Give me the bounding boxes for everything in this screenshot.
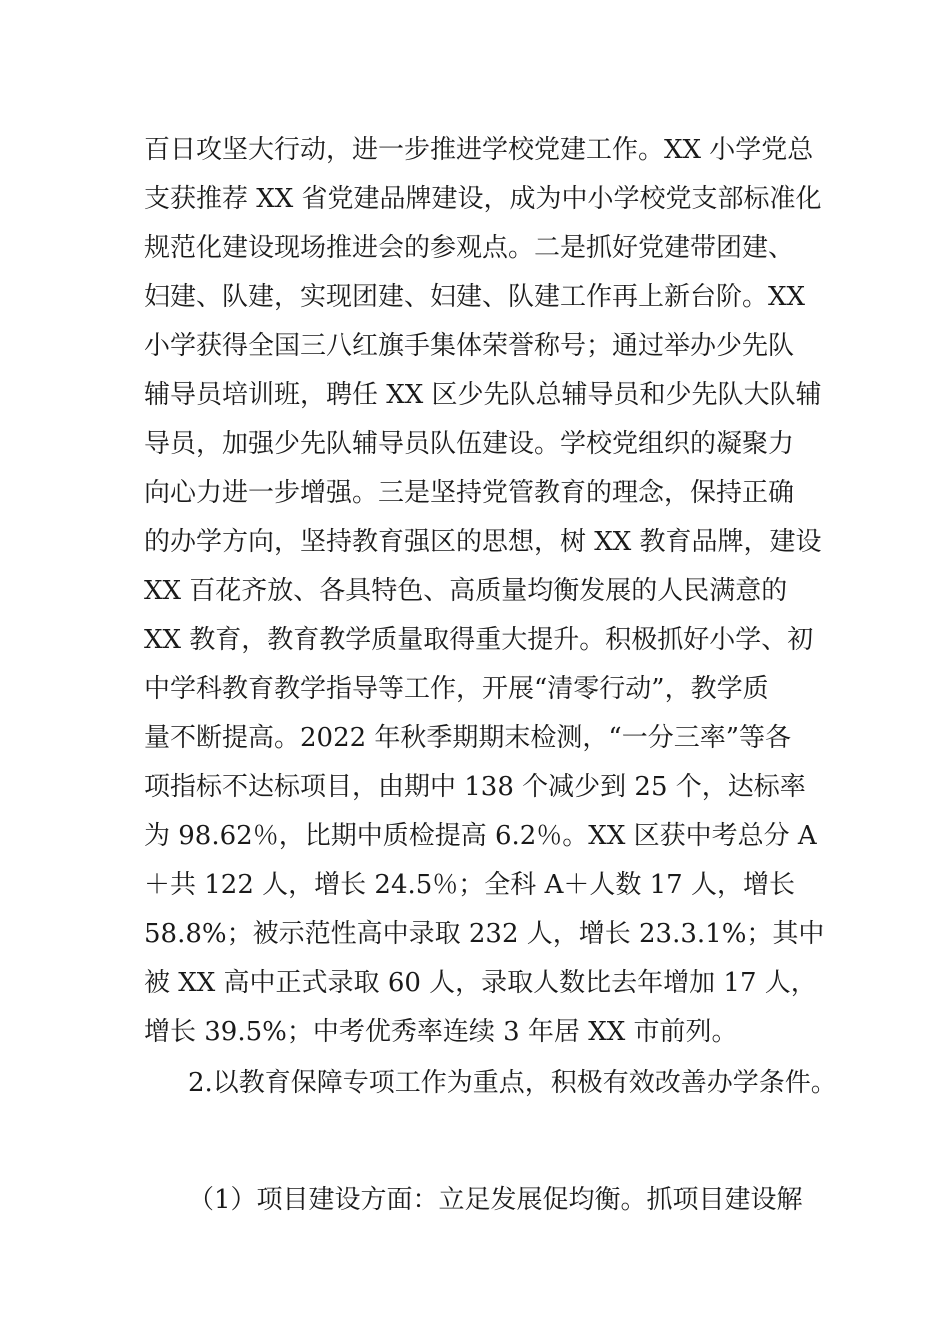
body-line: ＋共 122 人，增长 24.5％；全科 A＋人数 17 人，增长: [144, 870, 795, 900]
body-line: 项指标不达标项目，由期中 138 个减少到 25 个，达标率: [144, 772, 806, 802]
body-line: 百日攻坚大行动，进一步推进学校党建工作。XX 小学党总: [144, 135, 814, 165]
body-line: 向心力进一步增强。三是坚持党管教育的理念，保持正确: [144, 478, 795, 508]
body-line: XX 百花齐放、各具特色、高质量均衡发展的人民满意的: [144, 576, 788, 606]
body-line: 增长 39.5%；中考优秀率连续 3 年居 XX 市前列。: [144, 1017, 738, 1047]
section-heading: 2.以教育保障专项工作为重点，积极有效改善办学条件。: [188, 1068, 837, 1098]
body-line: XX 教育，教育教学质量取得重大提升。积极抓好小学、初: [144, 625, 814, 655]
body-line: 58.8%；被示范性高中录取 232 人，增长 23.3.1%；其中: [144, 919, 825, 949]
body-line: 为 98.62％，比期中质检提高 6.2％。XX 区获中考总分 A: [144, 821, 817, 851]
body-line: 规范化建设现场推进会的参观点。二是抓好党建带团建、: [144, 233, 795, 263]
body-line: 的办学方向，坚持教育强区的思想，树 XX 教育品牌，建设: [144, 527, 822, 557]
body-line: 量不断提高。2022 年秋季期期末检测，“一分三率”等各: [144, 723, 792, 753]
body-line: 导员，加强少先队辅导员队伍建设。学校党组织的凝聚力: [144, 429, 795, 459]
body-line: 妇建、队建，实现团建、妇建、队建工作再上新台阶。XX: [144, 282, 806, 312]
body-line: 小学获得全国三八红旗手集体荣誉称号；通过举办少先队: [144, 331, 795, 361]
body-line: 支获推荐 XX 省党建品牌建设，成为中小学校党支部标准化: [144, 184, 822, 214]
body-line: 辅导员培训班，聘任 XX 区少先队总辅导员和少先队大队辅: [144, 380, 822, 410]
body-line: 被 XX 高中正式录取 60 人，录取人数比去年增加 17 人，: [144, 968, 817, 998]
subsection-heading: （1）项目建设方面：立足发展促均衡。抓项目建设解: [188, 1185, 803, 1215]
body-line: 中学科教育教学指导等工作，开展“清零行动”，教学质: [144, 674, 769, 704]
